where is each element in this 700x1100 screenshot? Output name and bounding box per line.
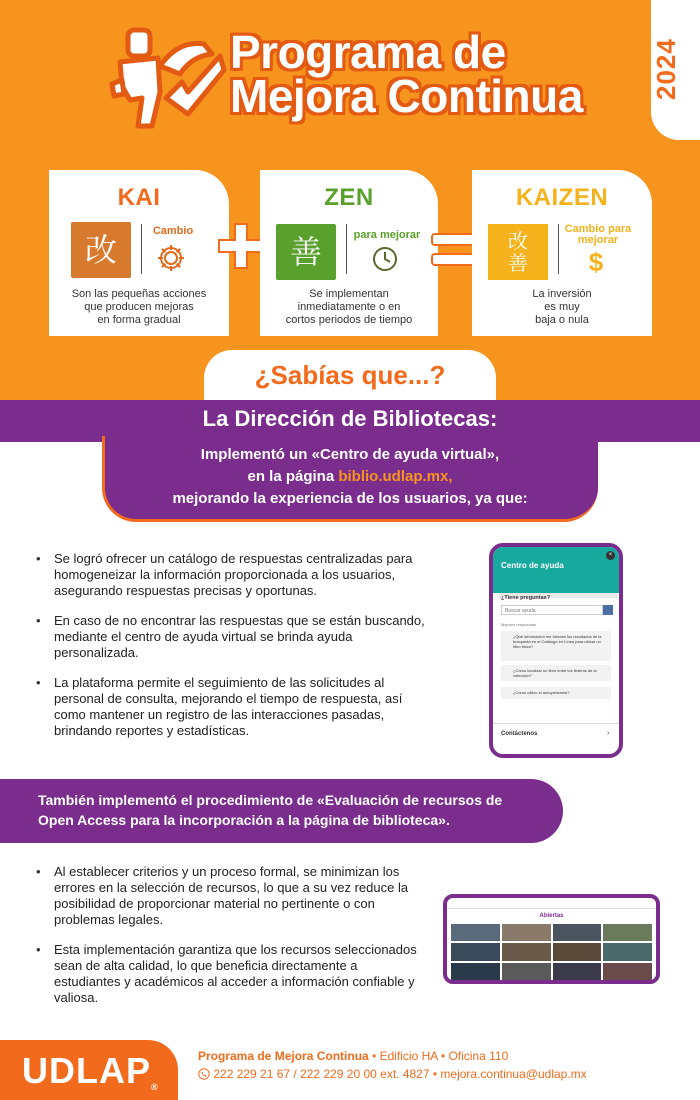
card-title: KAI: [117, 184, 161, 211]
contact-link[interactable]: Contáctenos: [501, 731, 538, 737]
card-sub: [560, 224, 636, 246]
direccion-line-1: Implementó un «Centro de ayuda virtual»,: [200, 446, 500, 463]
desc-line: La inversión: [532, 288, 592, 300]
thumbnail: [553, 924, 602, 941]
list-item: • Al establecer criterios y un proceso formal, se minimizan los errores en la selección de recursos, lo que a su vez reduce la posibilidad de proporcionar material no pertinente o con problemas legales.: [32, 864, 420, 928]
thumbnail: [451, 963, 500, 980]
thumbnail-grid: [451, 924, 652, 980]
phone-item[interactable]: ¿Qué información me brindan los resultados de la búsqueda en el Catálogo en Línea para ubicar un libro físico?: [501, 631, 611, 661]
brand-text: UDLAP: [22, 1050, 151, 1091]
phone-item[interactable]: ¿Cómo utilizo el autopréstamo?: [501, 687, 611, 699]
footer-location: • Edificio HA • Oficina 110: [368, 1049, 509, 1063]
bullet-list-2: [32, 864, 420, 1020]
footer-program: Programa de Mejora Continua: [198, 1049, 369, 1063]
title-line-2: Mejora Continua: [230, 70, 583, 122]
sabias-heading: ¿Sabías que...?: [254, 360, 446, 390]
search-input[interactable]: Buscar ayuda: [501, 605, 603, 615]
help-center-screenshot: [489, 543, 623, 758]
phone-question: ¿Tiene preguntas?: [501, 595, 551, 601]
desc-line: Se implementan: [309, 288, 389, 300]
registered-mark: ®: [151, 1082, 159, 1092]
phone-icon: [198, 1068, 210, 1080]
phone-section: Mejores respuestas: [501, 622, 536, 627]
card-sub: para mejorar: [353, 229, 421, 241]
screen-heading: Abiertas: [539, 913, 564, 919]
close-icon: ×: [606, 551, 615, 560]
list-item: • Esta implementación garantiza que los recursos seleccionados sean de alta calidad, lo que beneficia directamente a estudiantes y académicos al acceder a información confiable y valiosa.: [32, 942, 420, 1006]
list-item: • Se logró ofrecer un catálogo de respuestas centralizadas para homogeneizar la información proporcionada a los usuarios, asegurando respuestas precisas y oportunas.: [32, 551, 432, 599]
year-label: 2024: [651, 38, 681, 100]
footer-email[interactable]: • mejora.continua@udlap.mx: [429, 1067, 587, 1081]
divider: [346, 224, 347, 274]
line2-text: en la página: [247, 468, 339, 485]
screen-nav: [447, 898, 656, 909]
divider: [141, 224, 142, 274]
thumbnail: [553, 943, 602, 960]
also-line-2: Open Access para la incorporación a la página de biblioteca».: [38, 812, 450, 828]
udlap-logo: [22, 1050, 159, 1092]
thumbnail: [502, 924, 551, 941]
kanji-box: 改 善: [488, 224, 548, 280]
card-sub: Cambio: [152, 225, 194, 237]
also-line-1: También implementó el procedimiento de «Evaluación de recursos de: [38, 792, 503, 808]
card-title: ZEN: [324, 184, 374, 211]
divider: [558, 224, 559, 274]
card-description: [472, 288, 652, 327]
thumbnail: [451, 943, 500, 960]
search-icon[interactable]: [603, 605, 613, 615]
desc-line: en forma gradual: [97, 314, 181, 326]
footer-phones: 222 229 21 67 / 222 229 20 00 ext. 4827: [213, 1067, 430, 1081]
gear-icon: [155, 242, 187, 274]
thumbnail: [603, 924, 652, 941]
desc-line: inmediatamente o en: [297, 301, 401, 313]
dollar-icon: [586, 246, 606, 276]
biblio-link[interactable]: biblio.udlap.mx,: [338, 468, 453, 485]
sub-line: mejorar: [577, 234, 619, 246]
open-access-screenshot: [443, 894, 660, 984]
clock-icon: [370, 244, 400, 274]
phone-header: Centro de ayuda: [493, 547, 619, 593]
title-line-1: Programa de: [230, 26, 506, 78]
desc-line: Son las pequeñas acciones: [71, 288, 207, 300]
footer-line-1: [198, 1049, 508, 1063]
card-kaizen: [472, 170, 652, 336]
direccion-title: La Dirección de Bibliotecas:: [202, 406, 498, 431]
bullet-list-1: [32, 551, 432, 753]
direccion-line-3: mejorando la experiencia de los usuarios, ya que:: [172, 490, 528, 507]
desc-line: es muy: [544, 301, 580, 313]
thumbnail: [603, 943, 652, 960]
thumbnail: [553, 963, 602, 980]
list-item: • En caso de no encontrar las respuestas que se están buscando, mediante el centro de ayuda virtual se brinda ayuda personalizada.: [32, 613, 432, 661]
sub-line: Cambio para: [564, 223, 632, 235]
thumbnail: [451, 924, 500, 941]
direccion-line-2: [102, 468, 598, 485]
chevron-right-icon: ›: [607, 730, 610, 737]
thumbnail: [502, 943, 551, 960]
kanji-box: 善: [276, 224, 336, 280]
card-description: [49, 288, 229, 327]
card-kai: [49, 170, 229, 336]
desc-line: cortos periodos de tiempo: [285, 314, 413, 326]
svg-text:$: $: [588, 247, 604, 276]
card-zen: [260, 170, 438, 336]
list-item: • La plataforma permite el seguimiento de las solicitudes al personal de consulta, mejorando el tiempo de respuesta, así como mantener un registro de las interacciones pasadas, brindando reportes y estadísticas.: [32, 675, 432, 739]
desc-line: que producen mejoras: [84, 301, 194, 313]
card-description: [260, 288, 438, 327]
footer-line-2: [198, 1067, 587, 1081]
kanji-box: 改: [71, 222, 131, 278]
desc-line: baja o nula: [535, 314, 589, 326]
card-title: KAIZEN: [515, 184, 609, 211]
phone-item[interactable]: ¿Cómo localizar un libro entre los libreros de la colección?: [501, 665, 611, 681]
purple-bar: [0, 779, 563, 843]
mejora-continua-logo-icon: [108, 22, 228, 132]
thumbnail: [502, 963, 551, 980]
page-title: [230, 26, 650, 122]
thumbnail: [603, 963, 652, 980]
phone-divider: [493, 723, 619, 724]
